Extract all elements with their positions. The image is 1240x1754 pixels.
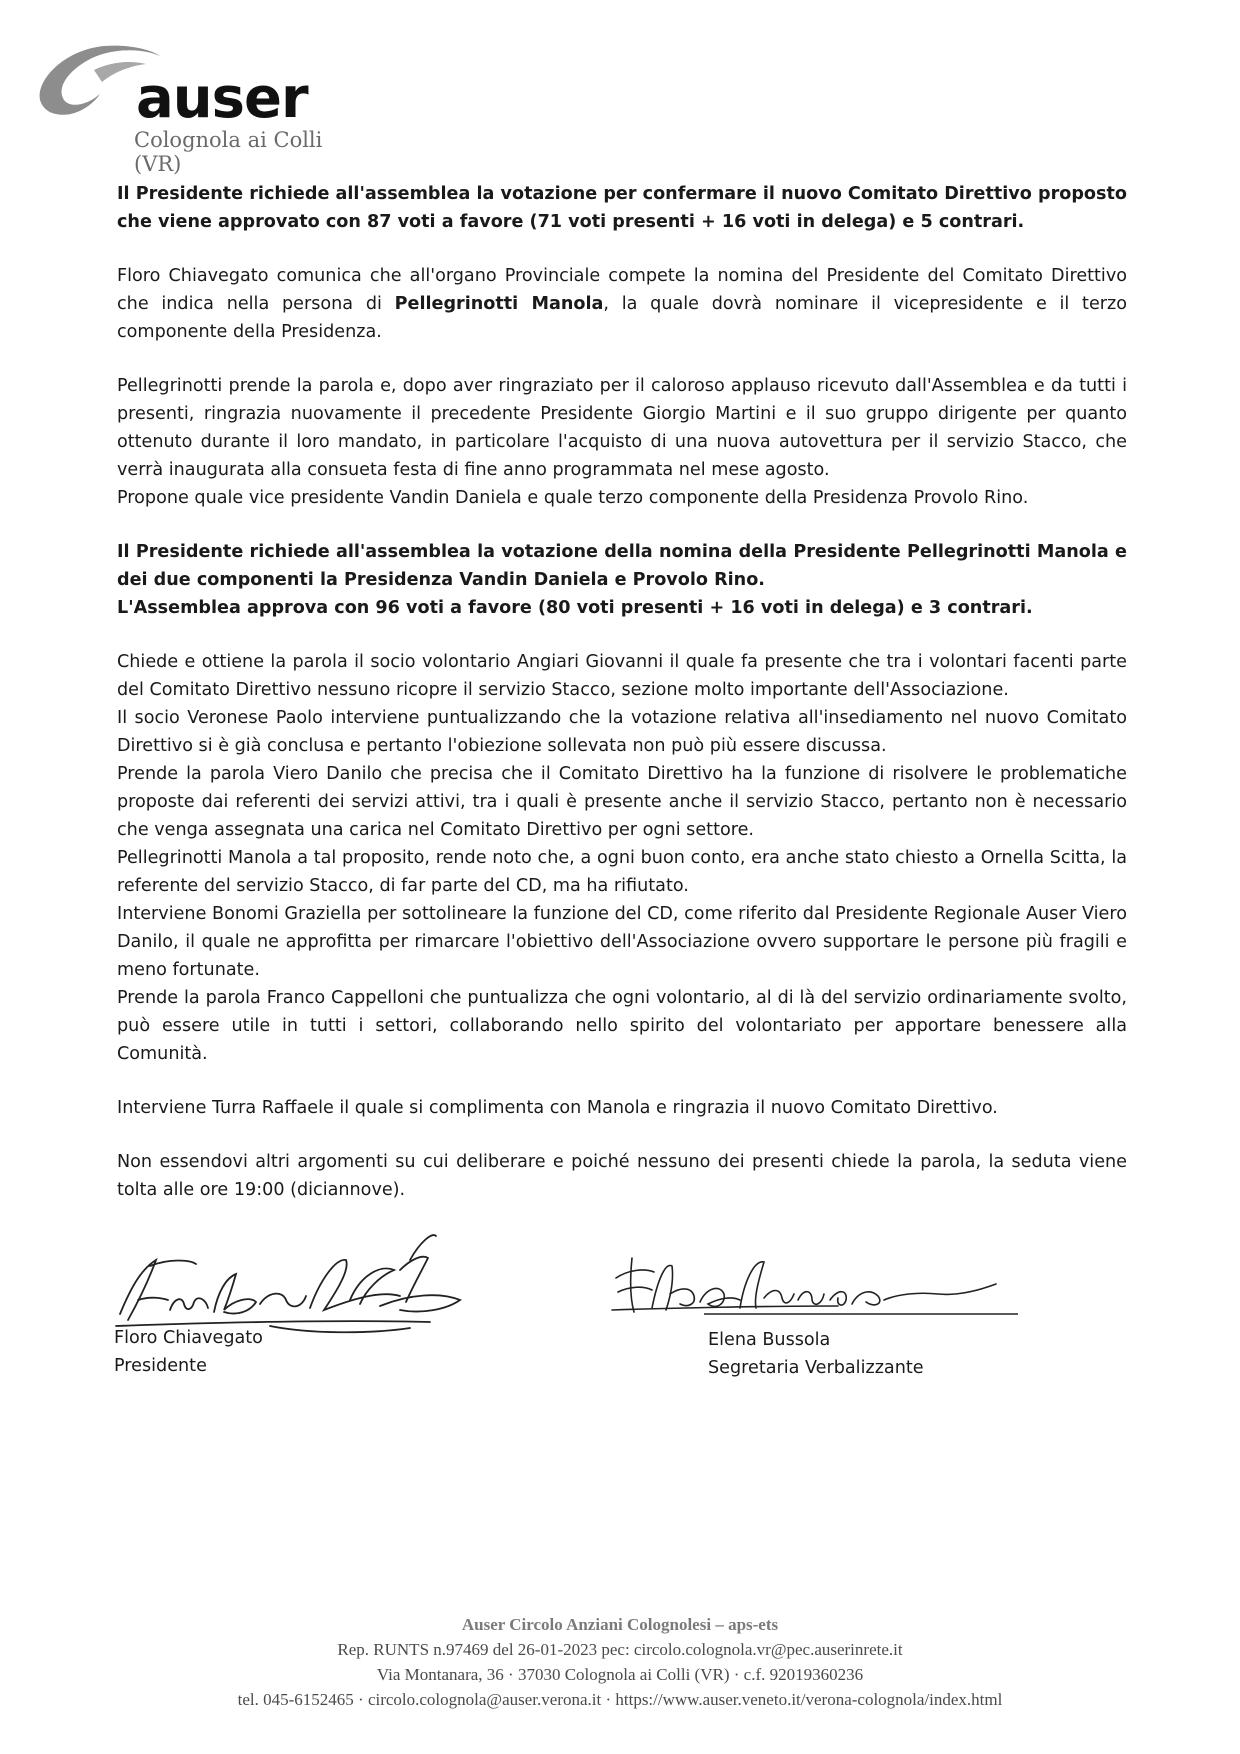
minutes-body — [117, 180, 1127, 1230]
nomination-text-before: Floro Chiavegato comunica che all'organo Provinciale compete la nomina del Presidente del Comitato Direttivo che indica nella persona di — [117, 266, 1127, 314]
secretary-name: Elena Bussola — [708, 1330, 831, 1350]
paragraph-pellegrinotti-scitta: Pellegrinotti Manola a tal proposito, rende noto che, a ogni buon conto, era anche stato chiesto a Ornella Scitta, la referente del servizio Stacco, di far parte del CD, ma ha rifiutato. — [117, 848, 1127, 896]
signature-block-secretary — [608, 1238, 1028, 1378]
paragraph-bonomi: Interviene Bonomi Graziella per sottolineare la funzione del CD, come riferito dal Presidente Regionale Auser Viero Danilo, il quale ne approfitta per rimarcare l'obiettivo dell'Associazione ovvero supportare le persone più fragili e meno fortunate. — [117, 904, 1127, 980]
signature-block-president — [110, 1230, 530, 1376]
paragraph-veronese: Il socio Veronese Paolo interviene puntualizzando che la votazione relativa all'insediamento nel nuovo Comitato Direttivo si è già conclusa e pertanto l'obiezione sollevata non può più essere discussa. — [117, 708, 1127, 756]
paragraph-group-discussion — [117, 648, 1127, 1068]
president-role: Presidente — [114, 1356, 207, 1376]
nominee-name: Pellegrinotti Manola — [394, 294, 604, 314]
paragraph-nomination — [117, 262, 1127, 346]
paragraph-presidency-result: L'Assemblea approva con 96 voti a favore (80 voti presenti + 16 voti in delega) e 3 contrari. — [117, 598, 1033, 618]
president-name: Floro Chiavegato — [114, 1328, 263, 1348]
footer-contacts: tel. 045-6152465 · circolo.colognola@auser.verona.it · https://www.auser.veneto.it/verona-colognola/index.html — [237, 1690, 1003, 1709]
paragraph-proposal: Propone quale vice presidente Vandin Daniela e quale terzo componente della Presidenza Provolo Rino. — [117, 488, 1029, 508]
paragraph-turra: Interviene Turra Raffaele il quale si complimenta con Manola e ringrazia il nuovo Comitato Direttivo. — [117, 1098, 998, 1118]
paragraph-closing: Non essendovi altri argomenti su cui deliberare e poiché nessuno dei presenti chiede la parola, la seduta viene tolta alle ore 19:00 (diciannove). — [117, 1152, 1127, 1200]
logo-location: Colognola ai Colli (VR) — [134, 128, 323, 176]
paragraph-vote-committee: Il Presidente richiede all'assemblea la votazione per confermare il nuovo Comitato Direttivo proposto che viene approvato con 87 voti a favore (71 voti presenti + 16 voti in delega) e 5 contrari. — [117, 184, 1127, 232]
footer-address: Via Montanara, 36 · 37030 Colognola ai Colli (VR) · c.f. 92019360236 — [376, 1665, 864, 1684]
paragraph-angiari: Chiede e ottiene la parola il socio volontario Angiari Giovanni il quale fa presente che tra i volontari facenti parte del Comitato Direttivo nessuno ricopre il servizio Stacco, sezione molto importante dell'Associazione. — [117, 652, 1127, 700]
paragraph-group-speech — [117, 372, 1127, 512]
logo-wordmark: auser — [136, 66, 308, 131]
footer-registration: Rep. RUNTS n.97469 del 26-01-2023 pec: circolo.colognola.vr@pec.auserinrete.it — [337, 1640, 903, 1659]
handwritten-signature-right — [608, 1238, 1028, 1328]
paragraph-pellegrinotti-thanks: Pellegrinotti prende la parola e, dopo aver ringraziato per il caloroso applauso ricevuto dall'Assemblea e da tutti i presenti, ringrazia nuovamente il precedente Presidente Giorgio Martini e il suo gruppo dirigente per quanto ottenuto durante il loro mandato, in particolare l'acquisto di una nuova autovettura per il servizio Stacco, che verrà inaugurata alla consueta festa di fine anno programmata nel mese agosto. — [117, 376, 1127, 480]
footer-organization: Auser Circolo Anziani Colognolesi – aps-ets — [461, 1615, 779, 1634]
paragraph-group-presidency-vote — [117, 538, 1127, 622]
letterhead-footer — [0, 1612, 1240, 1712]
paragraph-viero: Prende la parola Viero Danilo che precisa che il Comitato Direttivo ha la funzione di risolvere le problematiche proposte dai referenti dei servizi attivi, tra i quali è presente anche il servizio Stacco, pertanto non è necessario che venga assegnata una carica nel Comitato Direttivo per ogni settore. — [117, 764, 1127, 840]
secretary-role: Segretaria Verbalizzante — [708, 1358, 924, 1378]
paragraph-presidency-vote: Il Presidente richiede all'assemblea la votazione della nomina della Presidente Pellegrinotti Manola e dei due componenti la Presidenza Vandin Daniela e Provolo Rino. — [117, 542, 1127, 590]
paragraph-cappelloni: Prende la parola Franco Cappelloni che puntualizza che ogni volontario, al di là del servizio ordinariamente svolto, può essere utile in tutti i settori, collaborando nello spirito del volontariato per apportare benessere alla Comunità. — [117, 988, 1127, 1064]
nomination-text-after: , la quale dovrà nominare il vicepresidente e il terzo componente della Presidenza. — [117, 294, 1127, 342]
auser-logo — [34, 36, 374, 176]
